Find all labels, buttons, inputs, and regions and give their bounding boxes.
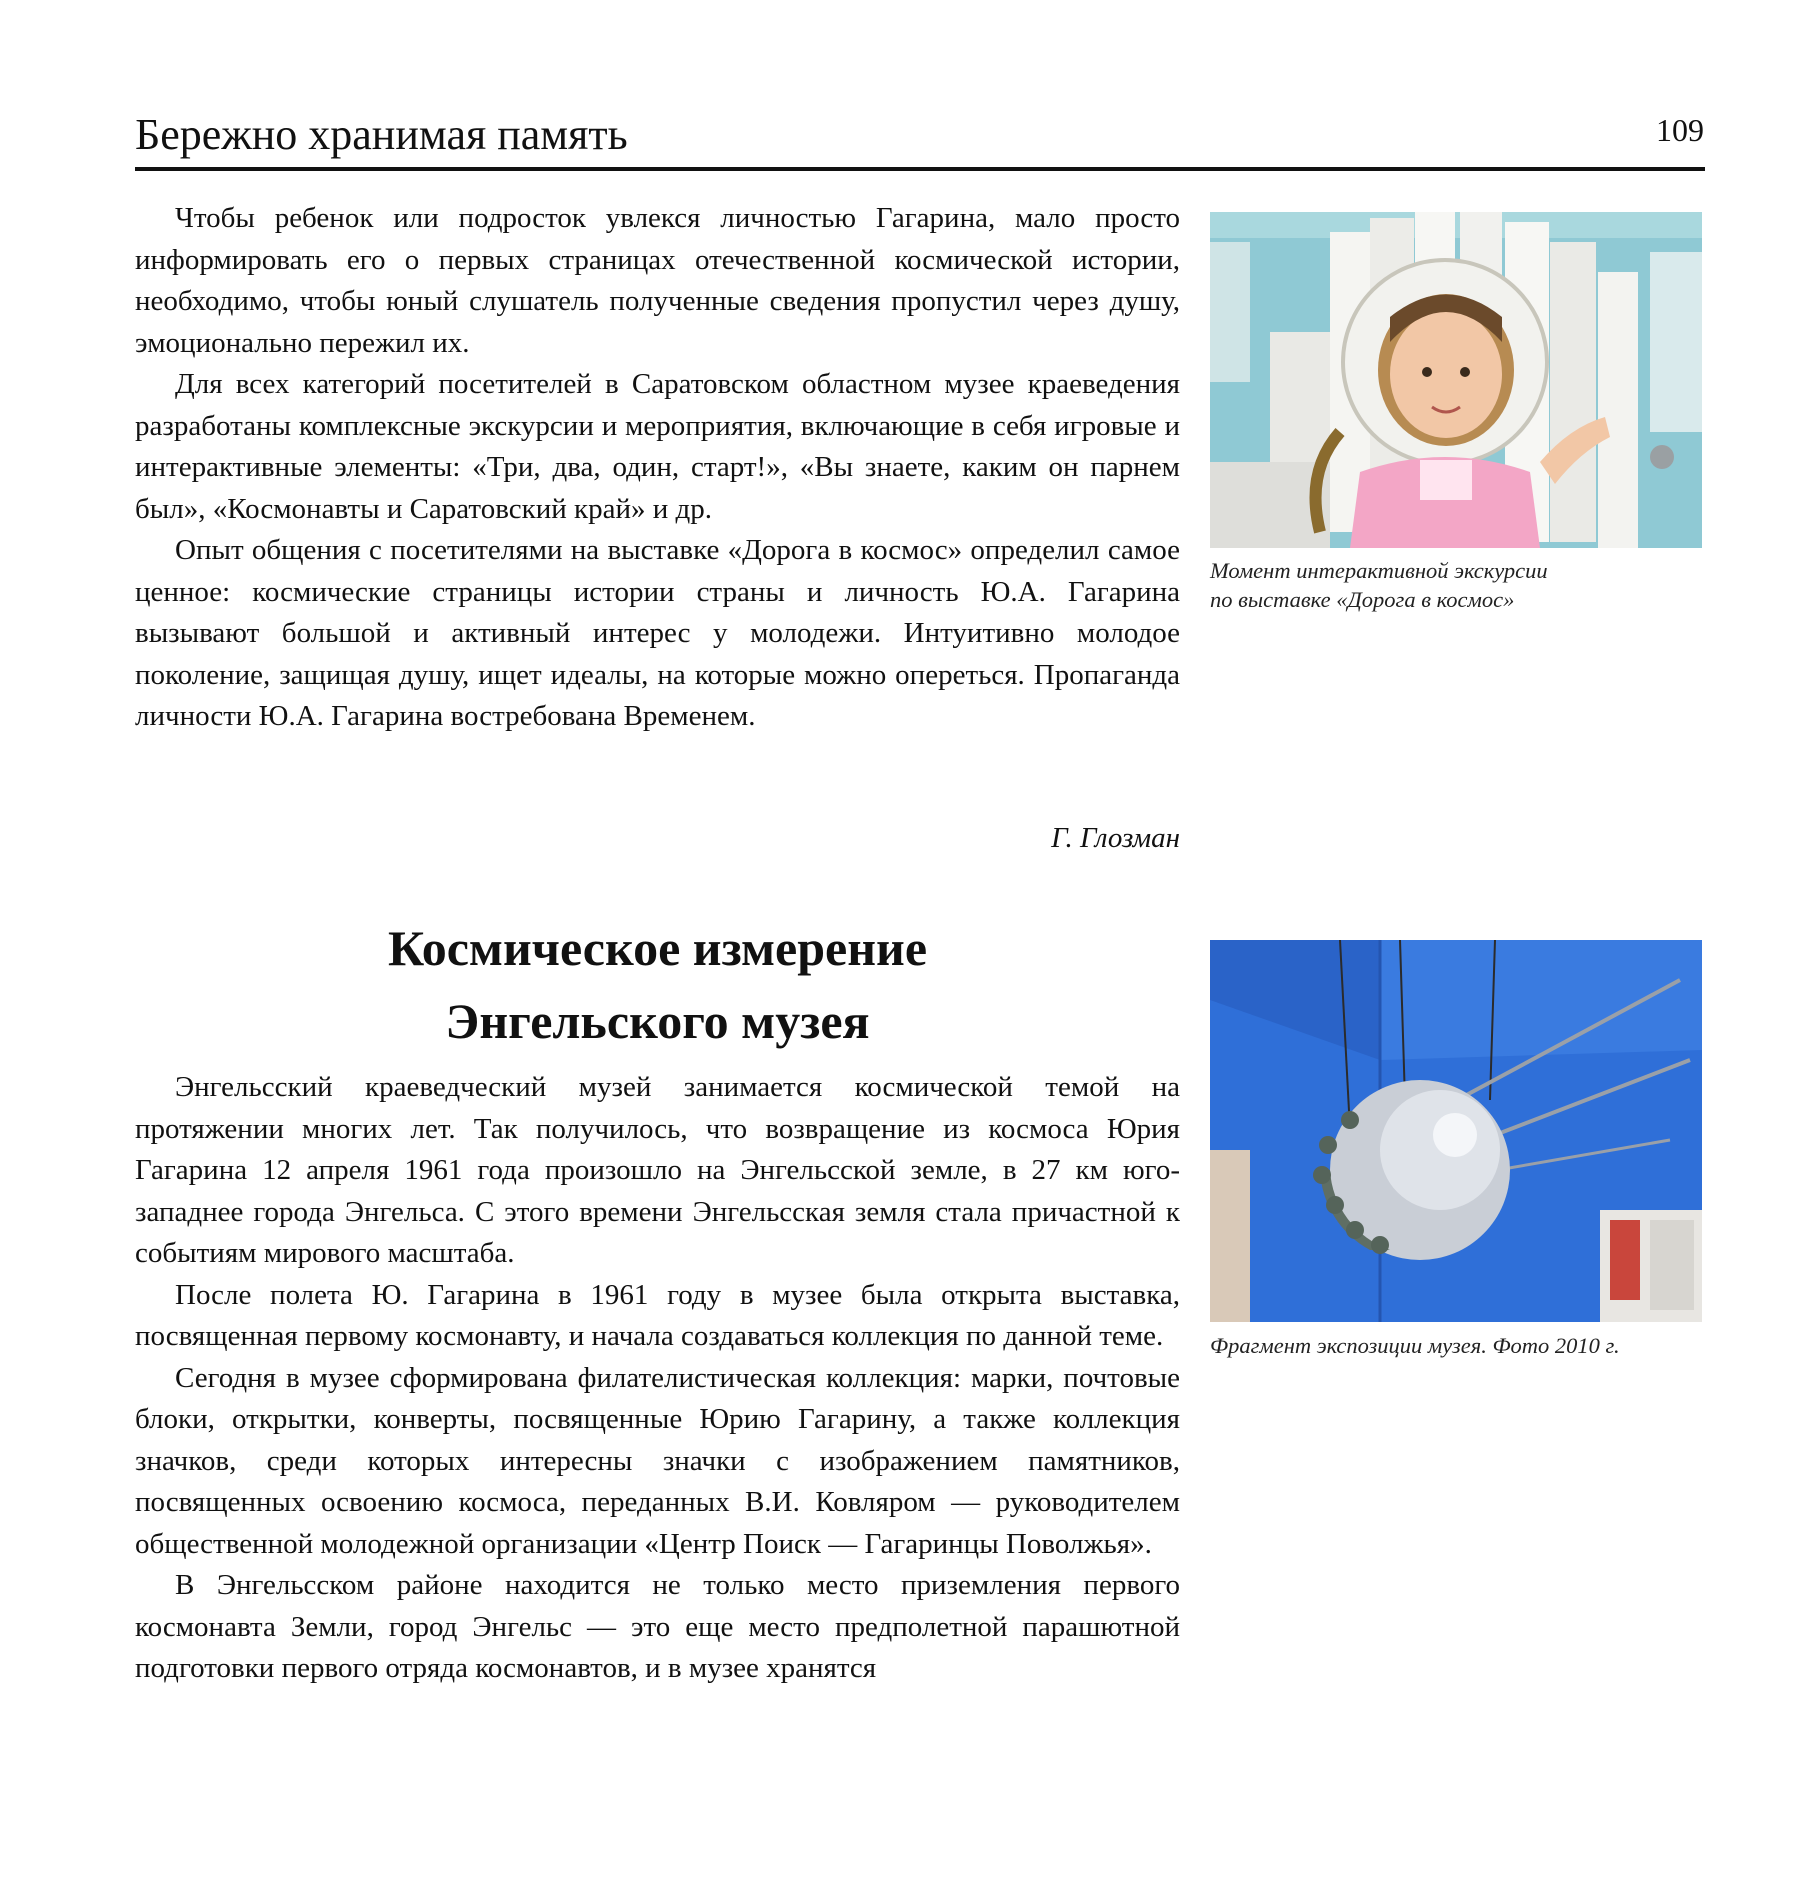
photo-2-caption: Фрагмент экспозиции музея. Фото 2010 г. xyxy=(1210,1333,1620,1358)
photo-1-caption xyxy=(1210,556,1710,614)
article-1-body xyxy=(135,198,1180,738)
photo-1-caption-line: Момент интерактивной экскурсии xyxy=(1210,558,1548,583)
header-rule xyxy=(135,167,1705,171)
article-2-paragraph: После полета Ю. Гагарина в 1961 году в музее была открыта выставка, посвященная первому космонавту, и начала создаваться коллекция по данной теме. xyxy=(135,1278,1180,1352)
article-2-paragraph: Сегодня в музее сформирована филателистическая коллекция: марки, почтовые блоки, открытки, конверты, посвященные Юрию Гагарину, а также коллекция значков, среди которых интересны значки с изображением памятников, посвященных освоению космоса, переданных В.И. Ковляром — руководителем общественной молодежной организации «Центр Поиск — Гагаринцы Поволжья». xyxy=(135,1361,1180,1560)
article-1-paragraph: Для всех категорий посетителей в Саратовском областном музее краеведения разработаны комплексные экскурсии и мероприятия, включающие в себя игровые и интерактивные элементы: «Три, два, один, старт!», «Вы знаете, каким он парнем был», «Космонавты и Саратовский край» и др. xyxy=(135,368,1180,525)
article-2-title xyxy=(135,912,1180,1058)
photo-child-in-helmet xyxy=(1210,212,1702,548)
running-header-title: Бережно хранимая память xyxy=(135,110,628,159)
article-1-paragraph: Опыт общения с посетителями на выставке «Дорога в космос» определил самое ценное: космические страницы истории страны и личность Ю.А. Гагарина вызывают большой и активный интерес у молодежи. Интуитивно молодое поколение, защищая душу, ищет идеалы, на которые можно опереться. Пропаганда личности Ю.А. Гагарина востребована Временем. xyxy=(135,534,1180,732)
article-2-body xyxy=(135,1067,1180,1690)
article-2-title-line: Энгельского музея xyxy=(445,993,870,1049)
photo-vostok-model xyxy=(1210,940,1702,1322)
article-2-title-line: Космическое измерение xyxy=(387,920,928,976)
article-2-paragraph: В Энгельсском районе находится не только место приземления первого космонавта Земли, город Энгельс — это еще место предполетной парашютной подготовки первого отряда космонавтов, и в музее хранятся xyxy=(135,1569,1180,1684)
page-number: 109 xyxy=(1656,112,1704,148)
article-2-paragraph: Энгельсский краеведческий музей занимается космической темой на протяжении многих лет. Так получилось, что возвращение из космоса Юрия Гагарина 12 апреля 1961 года произошло на Энгельсской земле, в 27 км юго-западнее города Энгельса. С этого времени Энгельсская земля стала причастной к событиям мирового масштаба. xyxy=(135,1071,1180,1269)
article-1-paragraph: Чтобы ребенок или подросток увлекся личностью Гагарина, мало просто информировать его о первых страницах отечественной космической истории, необходимо, чтобы юный слушатель полученные сведения пропустил через душу, эмоционально пережил их. xyxy=(135,202,1180,359)
photo-1-caption-line: по выставке «Дорога в космос» xyxy=(1210,587,1515,612)
article-1-author: Г. Глозман xyxy=(1051,822,1180,854)
